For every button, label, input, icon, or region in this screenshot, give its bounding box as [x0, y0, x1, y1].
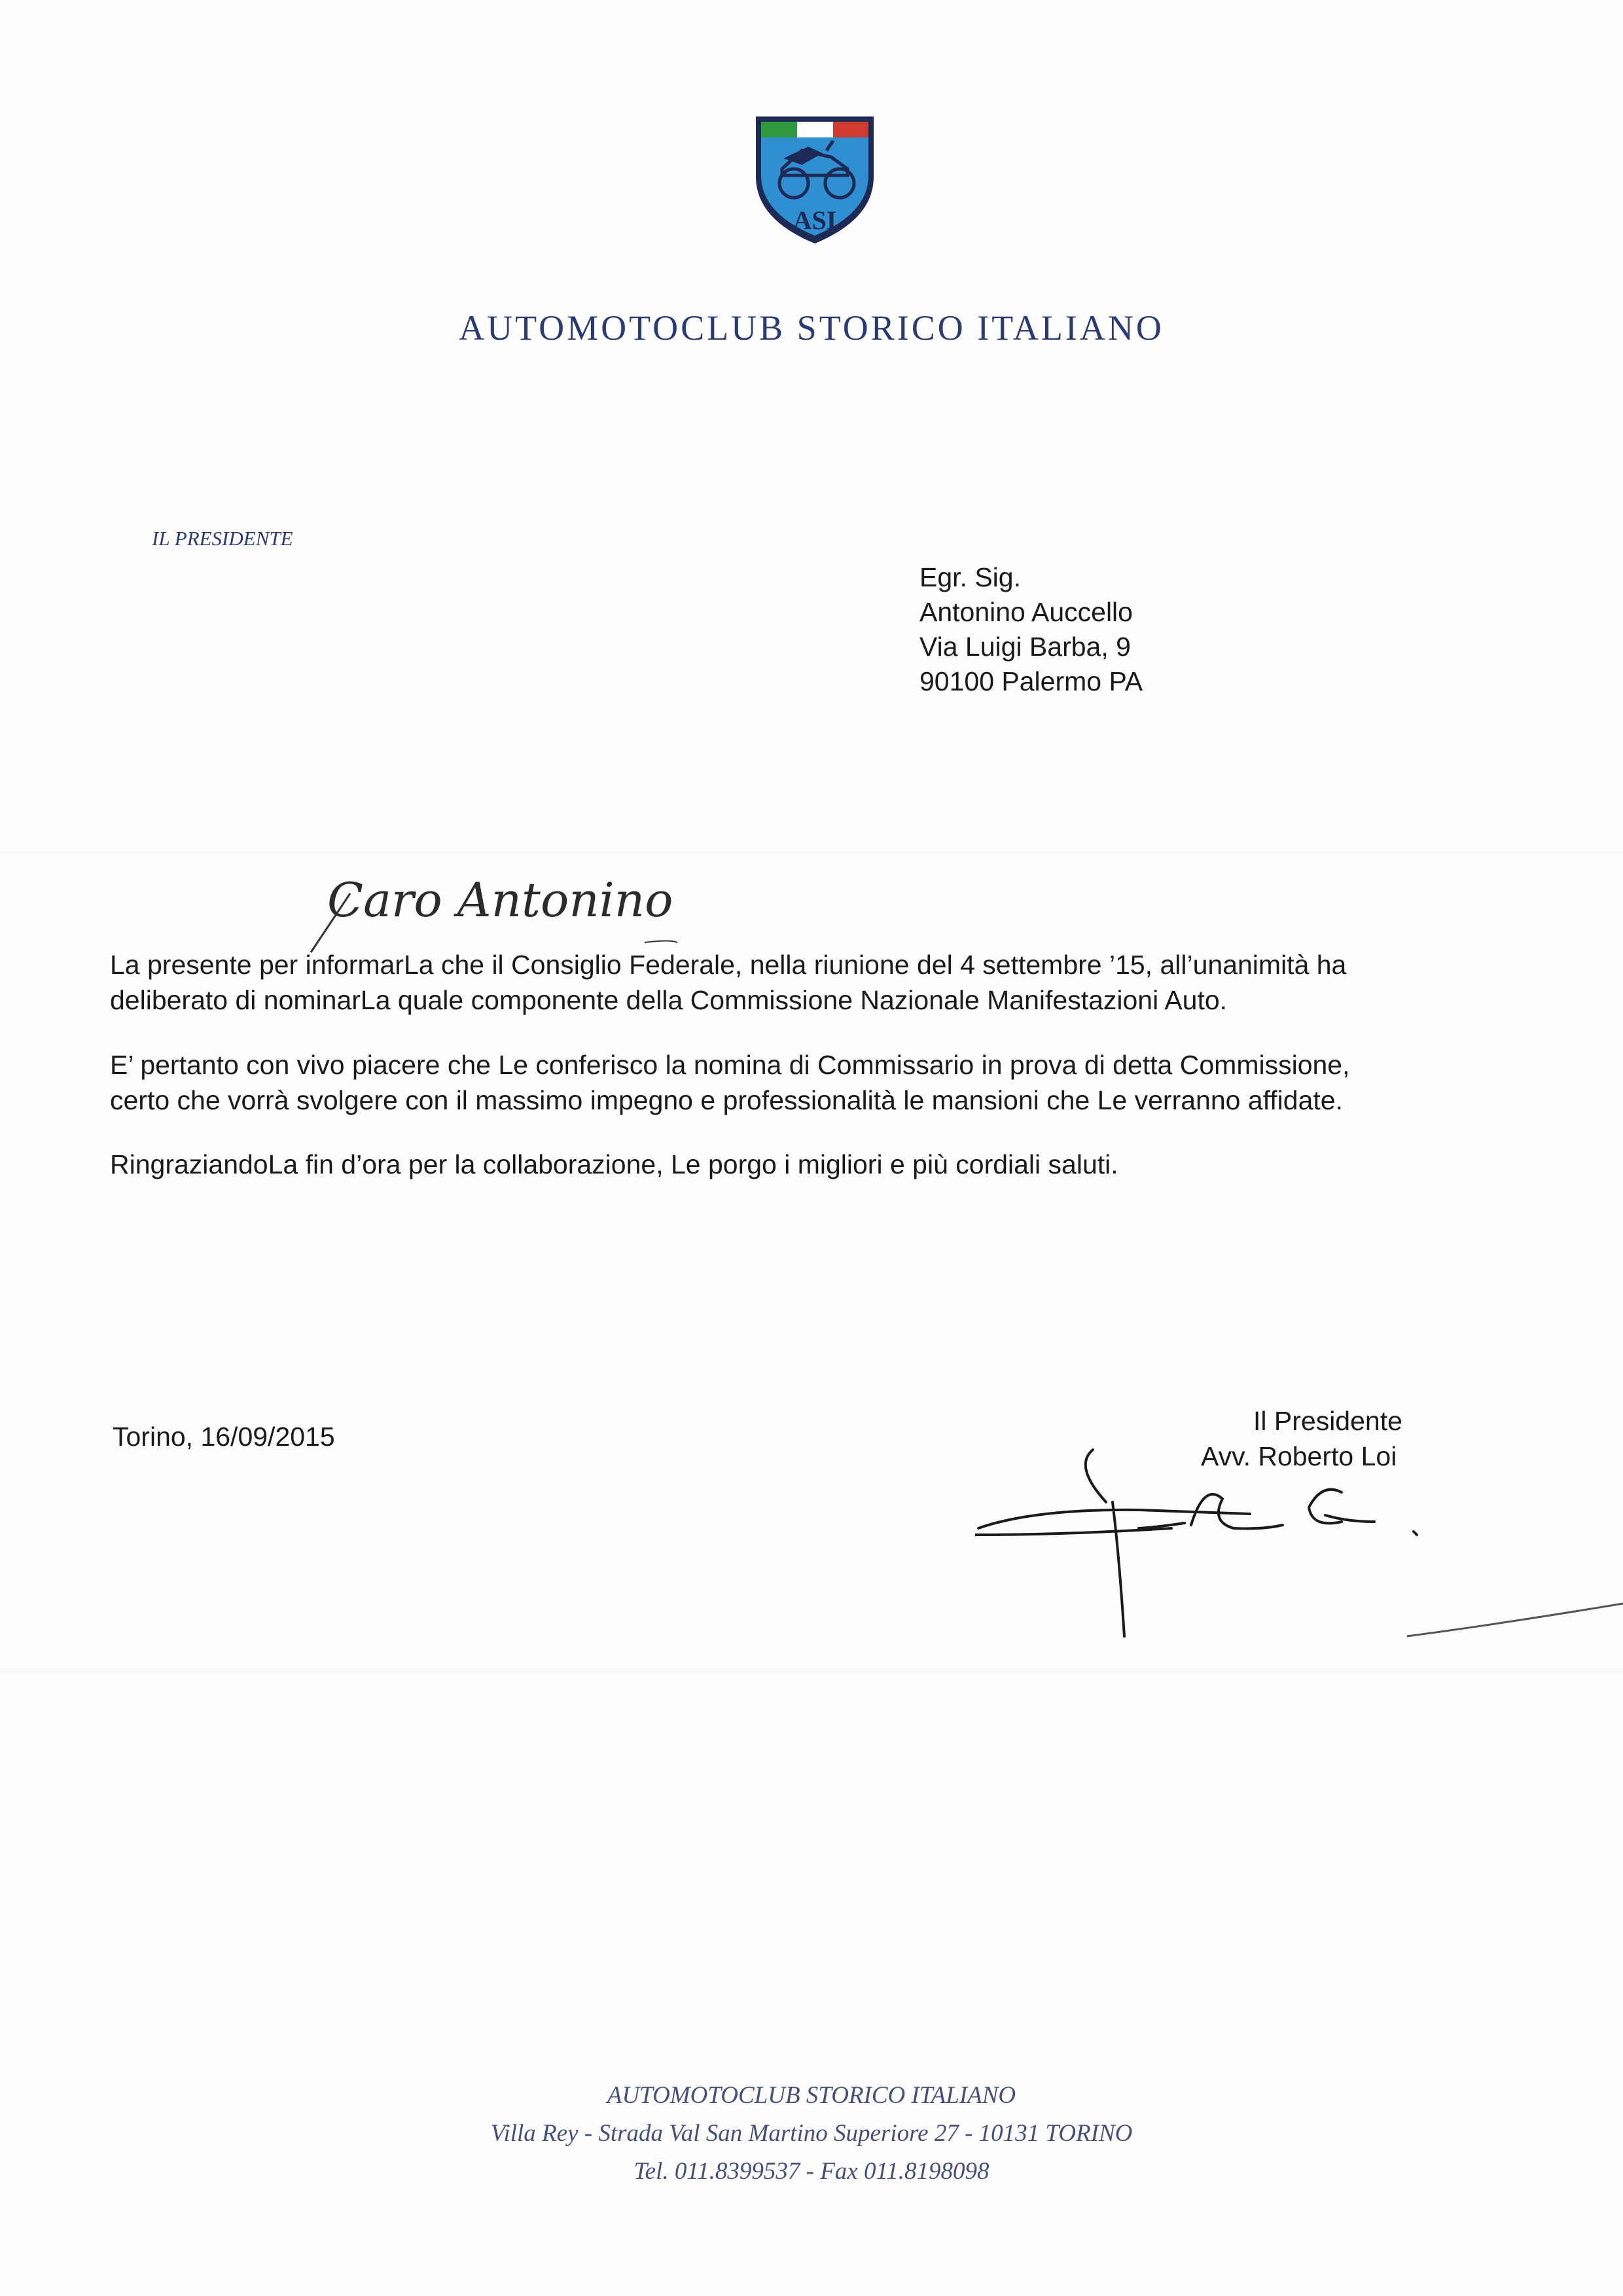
body-paragraph-1-line-1: La presente per informarLa che il Consiglio Federale, nella riunione del 4 settembre ’15, all’unanimità ha — [110, 950, 1347, 980]
stray-pen-mark — [1407, 1597, 1623, 1643]
body-paragraph-1-line-2: deliberato di nominarLa quale componente della Commissione Nazionale Manifestazioni Auto. — [110, 985, 1228, 1015]
place-and-date: Torino, 16/09/2015 — [113, 1422, 335, 1452]
handwritten-signature — [975, 1437, 1472, 1646]
handwritten-note-text: Caro Antonino — [327, 872, 673, 927]
body-paragraph-3: RingraziandoLa fin d’ora per la collaborazione, Le porgo i migliori e più cordiali saluti. — [110, 1149, 1118, 1179]
handwritten-note — [278, 844, 789, 956]
signer-name: Avv. Roberto Loi — [1201, 1441, 1397, 1471]
paper-fold-crease — [0, 851, 1623, 855]
asi-shield-logo — [749, 105, 880, 249]
recipient-salutation: Egr. Sig. — [919, 562, 1021, 592]
sender-role: IL PRESIDENTE — [152, 527, 293, 550]
logo-label: ASI — [793, 206, 837, 235]
body-paragraph-2-line-1: E’ pertanto con vivo piacere che Le conferisco la nomina di Commissario in prova di detta Commissione, — [110, 1050, 1350, 1080]
recipient-city: 90100 Palermo PA — [919, 666, 1143, 696]
recipient-name: Antonino Auccello — [919, 597, 1133, 627]
recipient-street: Via Luigi Barba, 9 — [919, 632, 1131, 662]
footer-contacts: Tel. 011.8399537 - Fax 011.8198098 — [633, 2158, 990, 2185]
letterhead-title: AUTOMOTOCLUB STORICO ITALIANO — [459, 308, 1164, 348]
body-paragraph-2-line-2: certo che vorrà svolgere con il massimo impegno e professionalità le mansioni che Le verranno affidate. — [110, 1085, 1343, 1115]
footer-club-name: AUTOMOTOCLUB STORICO ITALIANO — [607, 2082, 1016, 2109]
footer-address: Villa Rey - Strada Val San Martino Superiore 27 - 10131 TORINO — [490, 2120, 1133, 2147]
signer-title: Il Presidente — [1253, 1406, 1402, 1436]
paper-fold-crease — [0, 1669, 1623, 1673]
